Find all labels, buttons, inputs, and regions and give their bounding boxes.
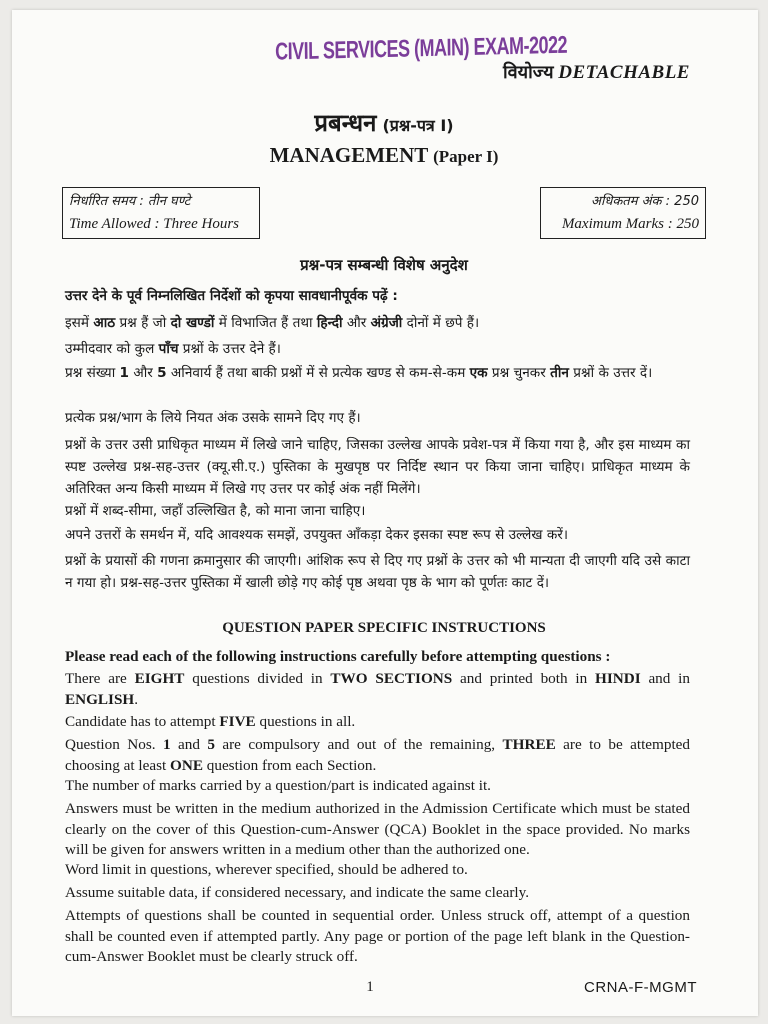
detachable-hindi: वियोज्य bbox=[503, 62, 554, 83]
hindi-instruction-8: प्रश्नों के प्रयासों की गणना क्रमानुसार की जाएगी। आंशिक रूप से दिए गए प्रश्नों के उत्तर को भी मान्यता दी जाएगी यदि उसे काटा न गया हो। प्रश्न-सह-उत्तर पुस्तिका में खाली छोड़े गए कोई पृष्ठ अथवा पृष्ठ के भाग को पूर्णतः काट दें। bbox=[65, 553, 690, 591]
english-instruction-4: The number of marks carried by a question/part is indicated against it. bbox=[65, 777, 491, 794]
text: and bbox=[170, 736, 208, 753]
paper-title-english bbox=[0, 143, 768, 168]
text-bold: FIVE bbox=[219, 713, 256, 730]
hindi-instruction-6: प्रश्नों में शब्द-सीमा, जहाँ उल्लिखित है, को माना जाना चाहिए। bbox=[65, 503, 366, 519]
text: प्रश्न चुनकर bbox=[487, 365, 551, 381]
english-instruction-8: Attempts of questions shall be counted in sequential order. Unless struck off, attempt of a question shall be counted even if attempted partly. Any page or portion of the page left blank in the Question-cum-Answer Booklet must be clearly struck off. bbox=[65, 907, 690, 965]
text: प्रश्न संख्या bbox=[65, 365, 120, 381]
hindi-instructions-heading: प्रश्न-पत्र सम्बन्धी विशेष अनुदेश bbox=[300, 256, 468, 274]
subject-english: MANAGEMENT bbox=[269, 143, 428, 167]
english-instruction-1 bbox=[65, 669, 690, 710]
hindi-instruction-5: प्रश्नों के उत्तर उसी प्राधिकृत माध्यम में लिखे जाने चाहिए, जिसका उल्लेख आपके प्रवेश-पत्र में किया गया है, और इस माध्यम का स्पष्ट उल्लेख प्रश्न-सह-उत्तर (क्यू.सी.ए.) पुस्तिका के मुखपृष्ठ पर निर्दिष्ट स्थान पर किया जाना चाहिए। प्राधिकृत माध्यम के अतिरिक्त अन्य किसी माध्यम में लिखे गए उत्तर पर कोई अंक नहीं मिलेंगे। bbox=[65, 437, 690, 497]
text-bold: 1 bbox=[119, 365, 130, 381]
text: and in bbox=[640, 670, 691, 687]
page-number: 1 bbox=[366, 979, 374, 995]
english-instruction-6: Word limit in questions, wherever specified, should be adhered to. bbox=[65, 861, 468, 878]
paper-code: CRNA-F-MGMT bbox=[584, 979, 697, 996]
english-intro: Please read each of the following instructions carefully before attempting questions : bbox=[65, 648, 611, 665]
text-bold: TWO SECTIONS bbox=[330, 670, 453, 687]
text: प्रश्न हैं जो bbox=[115, 315, 171, 331]
text-bold: 5 bbox=[207, 736, 215, 753]
text: दोनों में छपे हैं। bbox=[402, 315, 480, 331]
text: and printed both in bbox=[452, 670, 596, 687]
text: are to be attempted choosing at least bbox=[65, 736, 690, 774]
hindi-instruction-4: प्रत्येक प्रश्न/भाग के लिये नियत अंक उसके सामने दिए गए हैं। bbox=[65, 410, 361, 426]
paper-hindi: (प्रश्न-पत्र I) bbox=[382, 116, 454, 135]
english-instruction-5: Answers must be written in the medium authorized in the Admission Certificate which must be stated clearly on the cover of this Question-cum-Answer (QCA) Booklet in the space provided. No marks will be given for answers written in a medium other than the authorized one. bbox=[65, 800, 690, 858]
hindi-instruction-7: अपने उत्तरों के समर्थन में, यदि आवश्यक समझें, उपयुक्त आँकड़ा देकर इसका स्पष्ट रूप से उल्लेख करें। bbox=[65, 527, 568, 543]
text: are compulsory and out of the remaining, bbox=[214, 736, 503, 753]
english-instruction-2 bbox=[65, 712, 690, 733]
text: इसमें bbox=[65, 315, 94, 331]
text: questions divided in bbox=[184, 670, 331, 687]
text-bold: पाँच bbox=[158, 341, 179, 357]
text: उम्मीदवार को कुल bbox=[65, 341, 159, 357]
text: प्रश्नों के उत्तर दें। bbox=[568, 365, 653, 381]
text-bold: अंग्रेजी bbox=[370, 315, 403, 331]
text-bold: ENGLISH bbox=[65, 690, 135, 708]
time-allowed-box bbox=[62, 187, 260, 239]
time-hindi: निर्धारित समय : तीन घण्टे bbox=[69, 194, 191, 209]
text: और bbox=[129, 365, 158, 381]
text: और bbox=[342, 315, 371, 331]
paper-title-hindi bbox=[0, 106, 768, 139]
english-instruction-7: Assume suitable data, if considered necessary, and indicate the same clearly. bbox=[65, 884, 530, 901]
text-bold: THREE bbox=[502, 736, 556, 753]
text-bold: 5 bbox=[157, 365, 167, 381]
paper-english: (Paper I) bbox=[433, 147, 499, 166]
detachable-english: DETACHABLE bbox=[558, 62, 690, 83]
english-instructions-heading: QUESTION PAPER SPECIFIC INSTRUCTIONS bbox=[222, 620, 546, 636]
text: Candidate has to attempt bbox=[65, 713, 220, 730]
time-english: Time Allowed : Three Hours bbox=[69, 216, 240, 232]
subject-hindi: प्रबन्धन bbox=[314, 109, 377, 137]
english-instruction-3 bbox=[65, 735, 690, 776]
text-bold: 1 bbox=[162, 736, 171, 753]
text-bold: दो खण्डों bbox=[170, 315, 215, 331]
text-bold: ONE bbox=[170, 756, 203, 774]
hindi-instruction-2 bbox=[65, 338, 690, 360]
maximum-marks-box bbox=[540, 187, 706, 239]
text-bold: HINDI bbox=[595, 670, 641, 687]
text-bold: EIGHT bbox=[134, 670, 185, 687]
marks-english: Maximum Marks : 250 bbox=[561, 216, 699, 232]
text: There are bbox=[65, 670, 135, 687]
text: questions in all. bbox=[255, 713, 356, 730]
marks-hindi: अधिकतम अंक : 250 bbox=[591, 194, 699, 209]
text: प्रश्नों के उत्तर देने हैं। bbox=[178, 341, 281, 357]
text-bold: तीन bbox=[550, 365, 569, 381]
text: Question Nos. bbox=[65, 736, 163, 753]
hindi-intro: उत्तर देने के पूर्व निम्नलिखित निर्देशों को कृपया सावधानीपूर्वक पढ़ें : bbox=[65, 288, 398, 304]
text-bold: आठ bbox=[93, 315, 116, 331]
text: . bbox=[134, 690, 139, 708]
hindi-instruction-1 bbox=[65, 312, 690, 334]
text-bold: हिन्दी bbox=[316, 315, 343, 331]
exam-stamp: CIVIL SERVICES (MAIN) EXAM-2022 bbox=[275, 31, 568, 65]
hindi-instruction-3 bbox=[65, 362, 690, 384]
text: अनिवार्य हैं तथा बाकी प्रश्नों में से प्रत्येक खण्ड से कम-से-कम bbox=[166, 365, 470, 381]
text: में विभाजित हैं तथा bbox=[214, 315, 317, 331]
text-bold: एक bbox=[469, 365, 488, 381]
detachable-label bbox=[503, 60, 690, 84]
text: question from each Section. bbox=[202, 756, 377, 774]
